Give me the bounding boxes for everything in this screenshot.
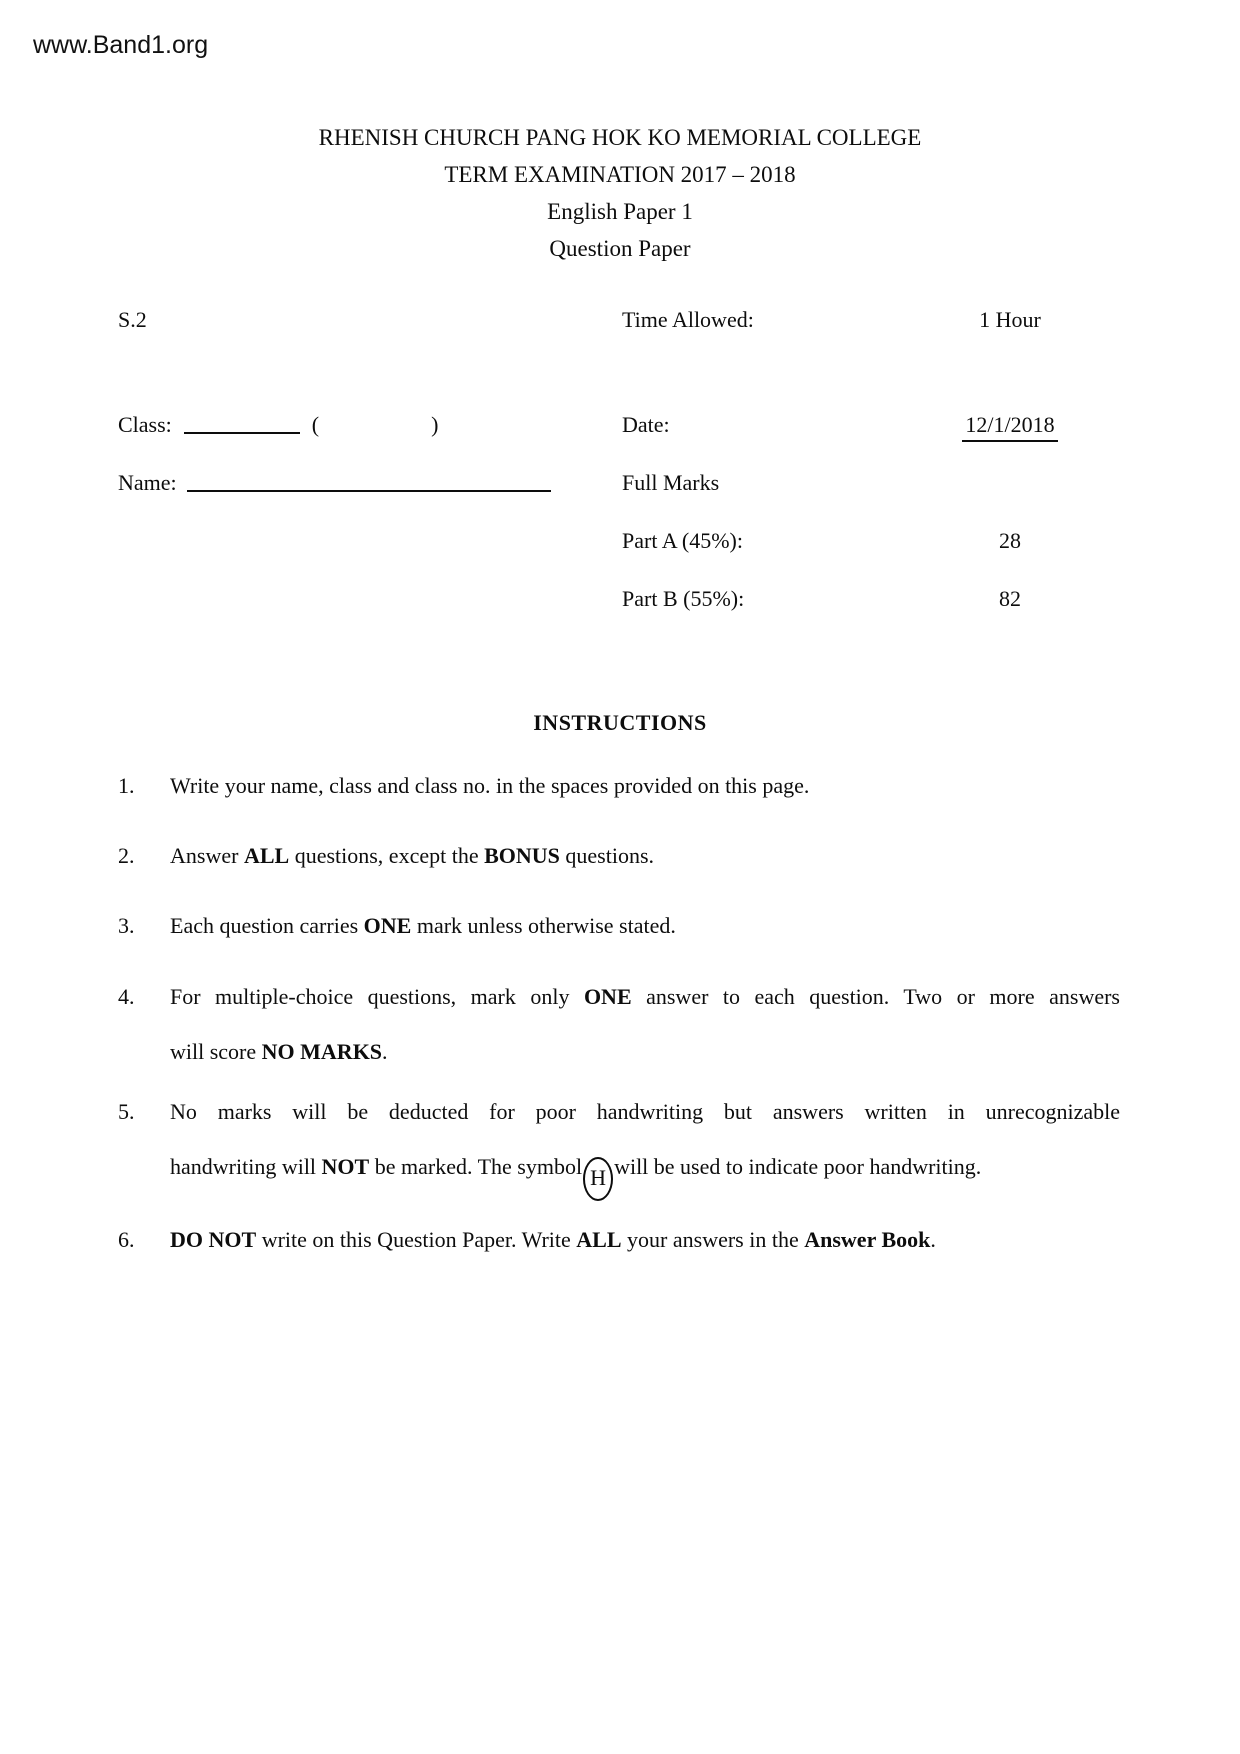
instructions-heading: INSTRUCTIONS	[533, 710, 707, 735]
site-watermark: www.Band1.org	[33, 31, 209, 59]
instruction-number: 1.	[118, 773, 135, 798]
exam-title: TERM EXAMINATION 2017 – 2018	[444, 162, 796, 187]
instruction-text	[170, 1212, 1120, 1267]
class-field	[118, 411, 438, 439]
instruction-text	[170, 898, 1120, 953]
name-blank-line	[187, 470, 551, 492]
class-paren-open: (	[311, 412, 320, 437]
school-name: RHENISH CHURCH PANG HOK KO MEMORIAL COLLEGE	[318, 125, 922, 150]
class-date-row	[0, 411, 1240, 439]
instruction-item-3	[118, 898, 1120, 953]
class-blank-line	[184, 412, 300, 434]
form-time-row	[0, 306, 1240, 334]
instruction-number: 4.	[118, 984, 135, 1009]
instruction-line: For multiple-choice questions, mark only ONE answer to each question. Two or more answers	[170, 984, 1120, 1009]
part-b-label: Part B (55%):	[622, 586, 745, 611]
instruction-text	[170, 758, 1120, 813]
instruction-number: 3.	[118, 913, 135, 938]
instruction-line: DO NOT write on this Question Paper. Write ALL your answers in the Answer Book.	[170, 1227, 936, 1252]
name-field	[118, 469, 551, 497]
part-a-label: Part A (45%):	[622, 528, 743, 553]
page-header	[0, 119, 1240, 267]
instruction-item-1	[118, 758, 1120, 813]
instruction-line: handwriting will NOT be marked. The symbol H will be used to indicate poor handwriting.	[170, 1139, 1120, 1201]
time-allowed-value: 1 Hour	[979, 307, 1041, 332]
instruction-text	[170, 1084, 1120, 1201]
date-label: Date:	[622, 412, 670, 437]
date-value: 12/1/2018	[962, 411, 1057, 442]
circled-h-symbol: H	[583, 1157, 613, 1201]
date-value-wrap	[930, 411, 1090, 442]
name-fullmarks-row	[0, 469, 1240, 497]
instruction-text	[170, 828, 1120, 883]
document-type: Question Paper	[549, 236, 691, 261]
instruction-line: will score NO MARKS.	[170, 1039, 388, 1064]
instruction-number: 2.	[118, 843, 135, 868]
instruction-line: Each question carries ONE mark unless otherwise stated.	[170, 913, 676, 938]
part-b-row	[0, 585, 1240, 613]
name-label: Name:	[118, 470, 177, 495]
instruction-item-6	[118, 1212, 1120, 1267]
time-allowed-label: Time Allowed:	[622, 307, 754, 332]
instruction-item-4	[118, 969, 1120, 1079]
paper-title: English Paper 1	[547, 199, 693, 224]
instruction-line: Answer ALL questions, except the BONUS questions.	[170, 843, 655, 868]
part-a-value: 28	[999, 528, 1021, 553]
part-b-value: 82	[999, 586, 1021, 611]
full-marks-label: Full Marks	[622, 470, 720, 495]
instruction-item-2	[118, 828, 1120, 883]
instruction-line: Write your name, class and class no. in the spaces provided on this page.	[170, 773, 810, 798]
class-paren-close: )	[431, 412, 439, 437]
class-label: Class:	[118, 412, 172, 437]
part-a-row	[0, 527, 1240, 555]
form-level: S.2	[118, 307, 147, 332]
instruction-line: No marks will be deducted for poor handwriting but answers written in unrecognizable	[170, 1099, 1120, 1124]
instruction-text	[170, 969, 1120, 1079]
instruction-number: 6.	[118, 1227, 135, 1252]
instruction-item-5	[118, 1084, 1120, 1201]
instruction-number: 5.	[118, 1099, 135, 1124]
